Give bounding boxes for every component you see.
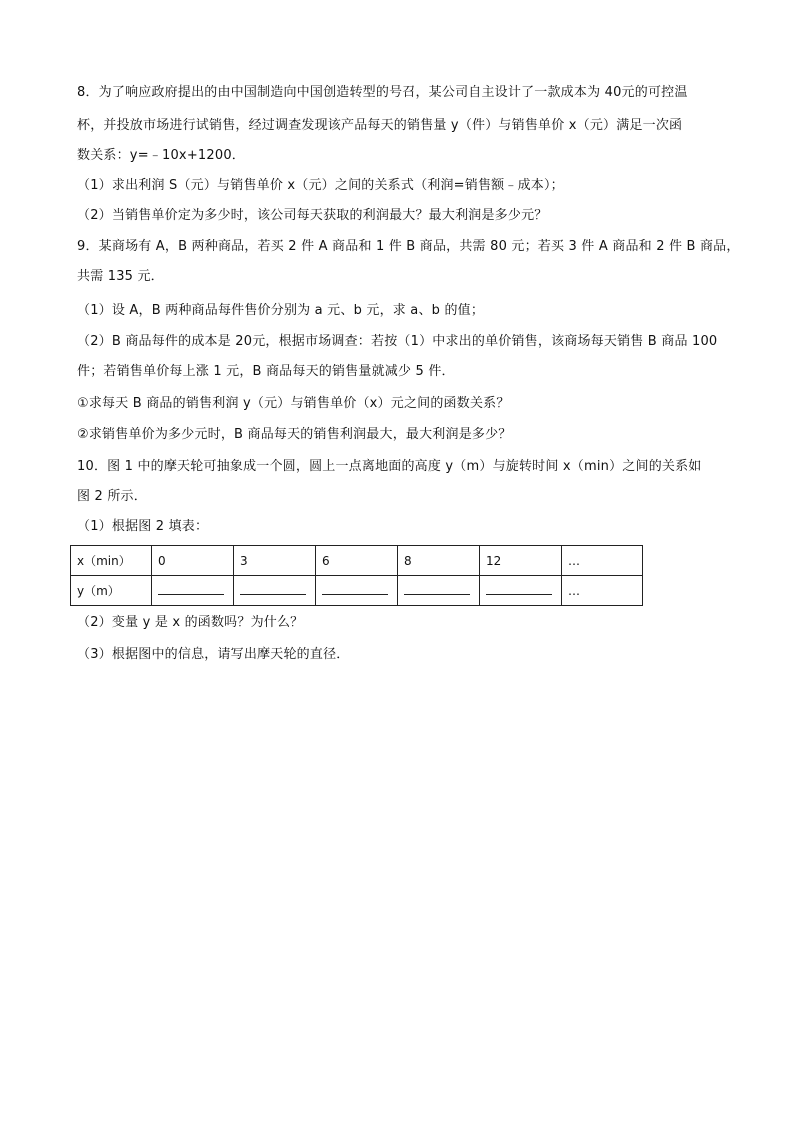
q8-part-2: （2）当销售单价定为多少时，该公司每天获取的利润最大？最大利润是多少元？: [77, 208, 548, 223]
y-blank-cell: [316, 576, 398, 606]
x-value-cell: 0: [152, 546, 234, 576]
q9-stem-line-2: 共需 135 元．: [77, 269, 164, 284]
answer-blank: [322, 584, 388, 595]
q9-sub-2: ②求销售单价为多少元时，B 商品每天的销售利润最大，最大利润是多少？: [77, 427, 512, 442]
answer-blank: [240, 584, 306, 595]
y-header-cell: y（m）: [71, 576, 152, 606]
q8-stem-line-2: 杯，并投放市场进行试销售，经过调查发现该产品每天的销售量 y（件）与销售单价 x（元）满足一次函: [77, 118, 683, 133]
q8-stem-line-1: 8．为了响应政府提出的由中国制造向中国创造转型的号召，某公司自主设计了一款成本为 40元的可控温: [77, 85, 688, 100]
q9-part-2-line-2: 件；若销售单价每上涨 1 元，B 商品每天的销售量就减少 5 件．: [77, 364, 455, 379]
fill-in-table: [70, 545, 643, 606]
q9-stem-line-1: 9．某商场有 A，B 两种商品，若买 2 件 A 商品和 1 件 B 商品，共需 80 元；若买 3 件 A 商品和 2 件 B 商品，: [77, 239, 740, 254]
answer-blank: [158, 584, 224, 595]
x-value-cell: 8: [398, 546, 480, 576]
x-value-cell: 3: [234, 546, 316, 576]
table-row-y: [71, 576, 643, 606]
q9-part-1: （1）设 A，B 两种商品每件售价分别为 a 元、b 元，求 a、b 的值；: [77, 303, 485, 318]
q9-part-2-line-1: （2）B 商品每件的成本是 20元，根据市场调查：若按（1）中求出的单价销售，该商场每天销售 B 商品 100: [77, 334, 718, 349]
q8-stem-line-3: 数关系：y=﹣10x+1200．: [77, 148, 245, 163]
q10-part-1: （1）根据图 2 填表：: [77, 519, 209, 534]
y-blank-cell: [398, 576, 480, 606]
table-row-x: [71, 546, 643, 576]
ellipsis-cell: …: [562, 546, 643, 576]
x-header-cell: x（min）: [71, 546, 152, 576]
answer-blank: [486, 584, 552, 595]
q10-part-2: （2）变量 y 是 x 的函数吗？为什么？: [77, 615, 304, 630]
q8-part-1: （1）求出利润 S（元）与销售单价 x（元）之间的关系式（利润=销售额﹣成本）；: [77, 178, 564, 193]
answer-blank: [404, 584, 470, 595]
q9-sub-1: ①求每天 B 商品的销售利润 y（元）与销售单价（x）元之间的函数关系？: [77, 396, 510, 411]
y-blank-cell: [234, 576, 316, 606]
ellipsis-cell: …: [562, 576, 643, 606]
q10-stem-line-2: 图 2 所示．: [77, 489, 147, 504]
q10-part-3: （3）根据图中的信息，请写出摩天轮的直径．: [77, 647, 350, 662]
q10-stem-line-1: 10．图 1 中的摩天轮可抽象成一个圆，圆上一点离地面的高度 y（m）与旋转时间 x（min）之间的关系如: [77, 459, 702, 474]
y-blank-cell: [480, 576, 562, 606]
x-value-cell: 12: [480, 546, 562, 576]
y-blank-cell: [152, 576, 234, 606]
x-value-cell: 6: [316, 546, 398, 576]
